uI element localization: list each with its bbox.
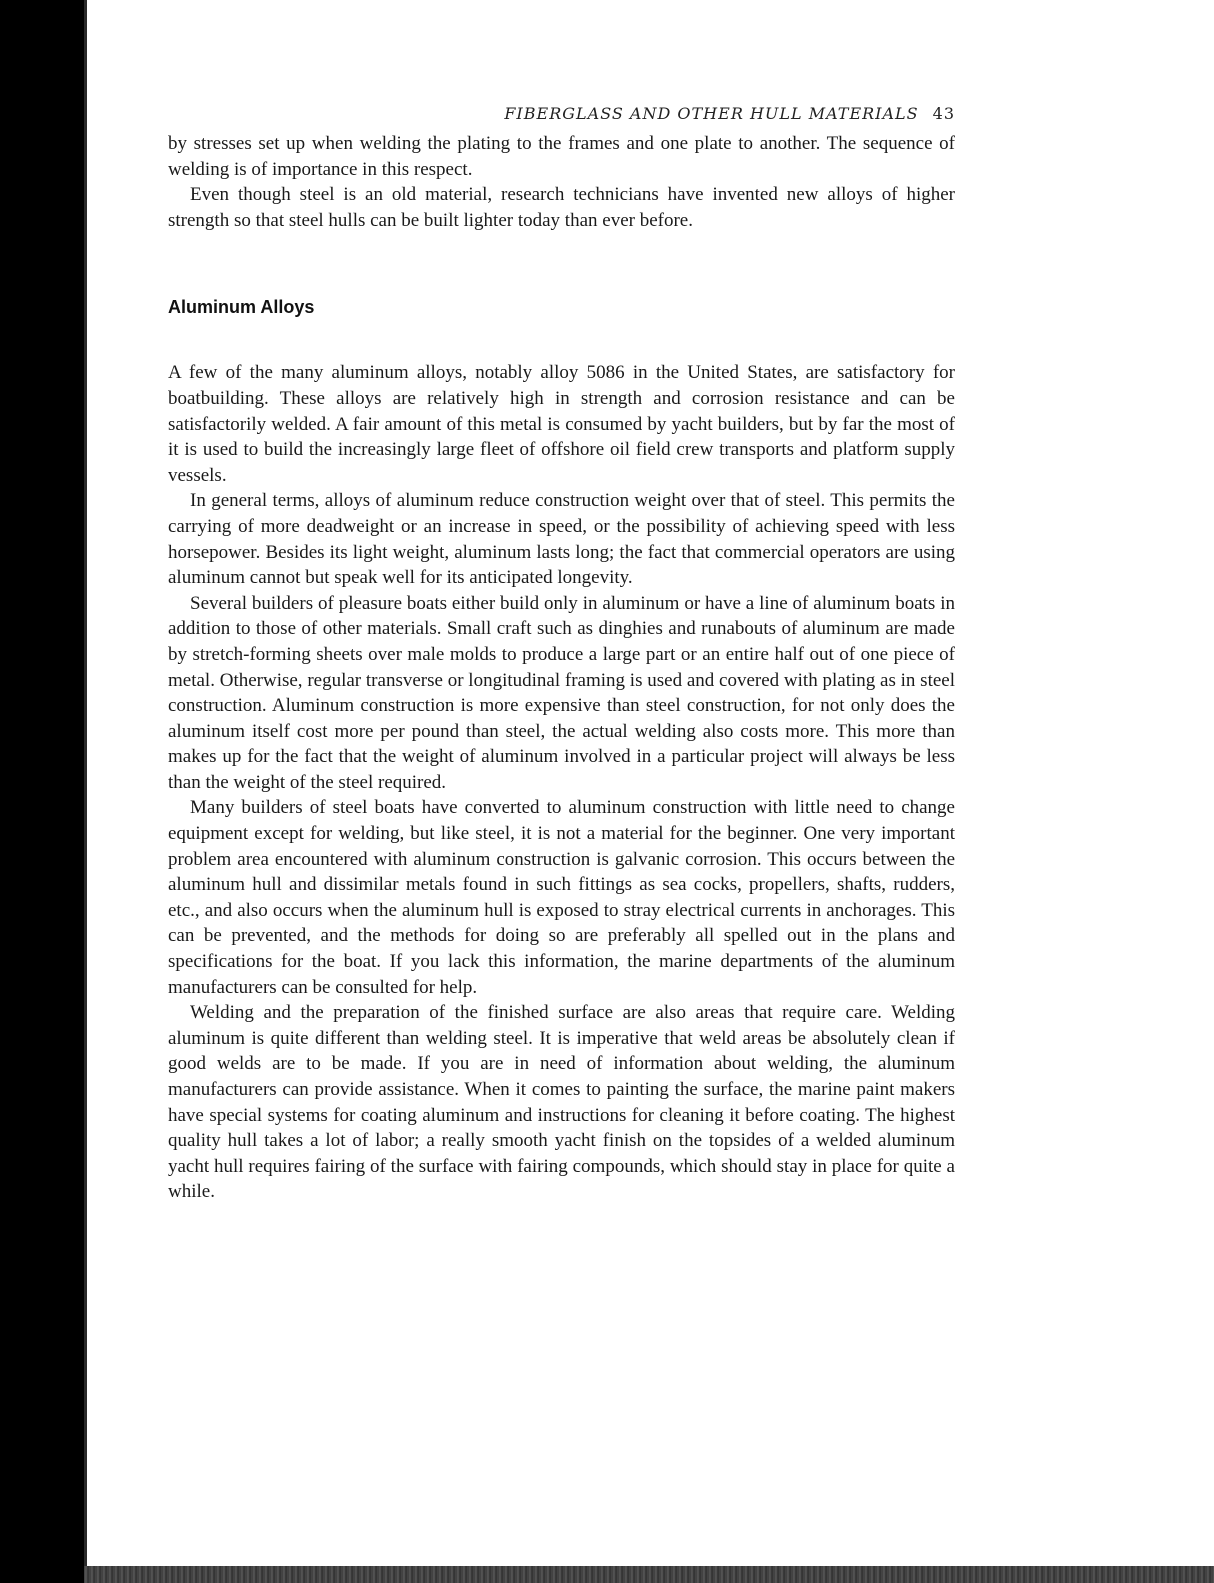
body-paragraph: A few of the many aluminum alloys, notably alloy 5086 in the United States, are satisfactory for boatbuilding. These alloys are relatively high in strength and corrosion resistance and can be satisfactorily welded. A fair amount of this metal is consumed by yacht builders, but by far the most of it is used to build the increasingly large fleet of offshore oil field crew transports and platform supply vessels. xyxy=(168,362,955,486)
scan-border-left xyxy=(0,0,84,1583)
body-paragraph: Several builders of pleasure boats either build only in aluminum or have a line of aluminum boats in addition to those of other materials. Small craft such as dinghies and runabouts of aluminum are made by stretch-forming sheets over male molds to produce a large part or an entire half out of one piece of metal. Otherwise, regular transverse or longitudinal framing is used and covered with plating as in steel construction. Aluminum construction is more expensive than steel construction, for not only does the aluminum itself cost more per pound than steel, the actual welding also costs more. This more than makes up for the fact that the weight of aluminum involved in a particular project will always be less than the weight of the steel required. xyxy=(168,592,955,793)
section-heading: Aluminum Alloys xyxy=(168,297,315,318)
intro-paragraph: Even though steel is an old material, research technicians have invented new alloys of higher strength so that steel hulls can be built lighter today than ever before. xyxy=(168,184,955,231)
book-page xyxy=(168,104,955,1205)
scan-border-left-shadow xyxy=(84,0,87,1583)
body-paragraph: Many builders of steel boats have converted to aluminum construction with little need to change equipment except for welding, but like steel, it is not a material for the beginner. One very important problem area encountered with aluminum construction is galvanic corrosion. This occurs between the aluminum hull and dissimilar metals found in such fittings as sea cocks, propellers, shafts, rudders, etc., and also occurs when the aluminum hull is exposed to stray electrical currents in anchorages. This can be prevented, and the methods for doing so are preferably all spelled out in the plans and specifications for the boat. If you lack this information, the marine departments of the aluminum manufacturers can be consulted for help. xyxy=(168,797,955,998)
body-paragraph: Welding and the preparation of the finished surface are also areas that require care. Welding aluminum is quite different than welding steel. It is imperative that weld areas be absolutely clean if good welds are to be made. If you are in need of information about welding, the aluminum manufacturers can provide assistance. When it comes to painting the surface, the marine paint makers have special systems for coating aluminum and instructions for cleaning it before coating. The highest quality hull takes a lot of labor; a really smooth yacht finish on the topsides of a welded aluminum yacht hull requires fairing of the surface with fairing compounds, which should stay in place for quite a while. xyxy=(168,1002,955,1203)
intro-paragraph: by stresses set up when welding the plating to the frames and one plate to another. The sequence of welding is of importance in this respect. xyxy=(168,133,955,180)
scan-border-bottom xyxy=(84,1566,1214,1583)
running-head xyxy=(168,104,955,123)
running-head-title: FIBERGLASS AND OTHER HULL MATERIALS xyxy=(504,104,919,123)
body-paragraph: In general terms, alloys of aluminum reduce construction weight over that of steel. This permits the carrying of more deadweight or an increase in speed, or the possibility of achieving speed with less horsepower. Besides its light weight, aluminum lasts long; the fact that commercial operators are using aluminum cannot but speak well for its anticipated longevity. xyxy=(168,490,955,589)
page-number: 43 xyxy=(932,104,955,123)
